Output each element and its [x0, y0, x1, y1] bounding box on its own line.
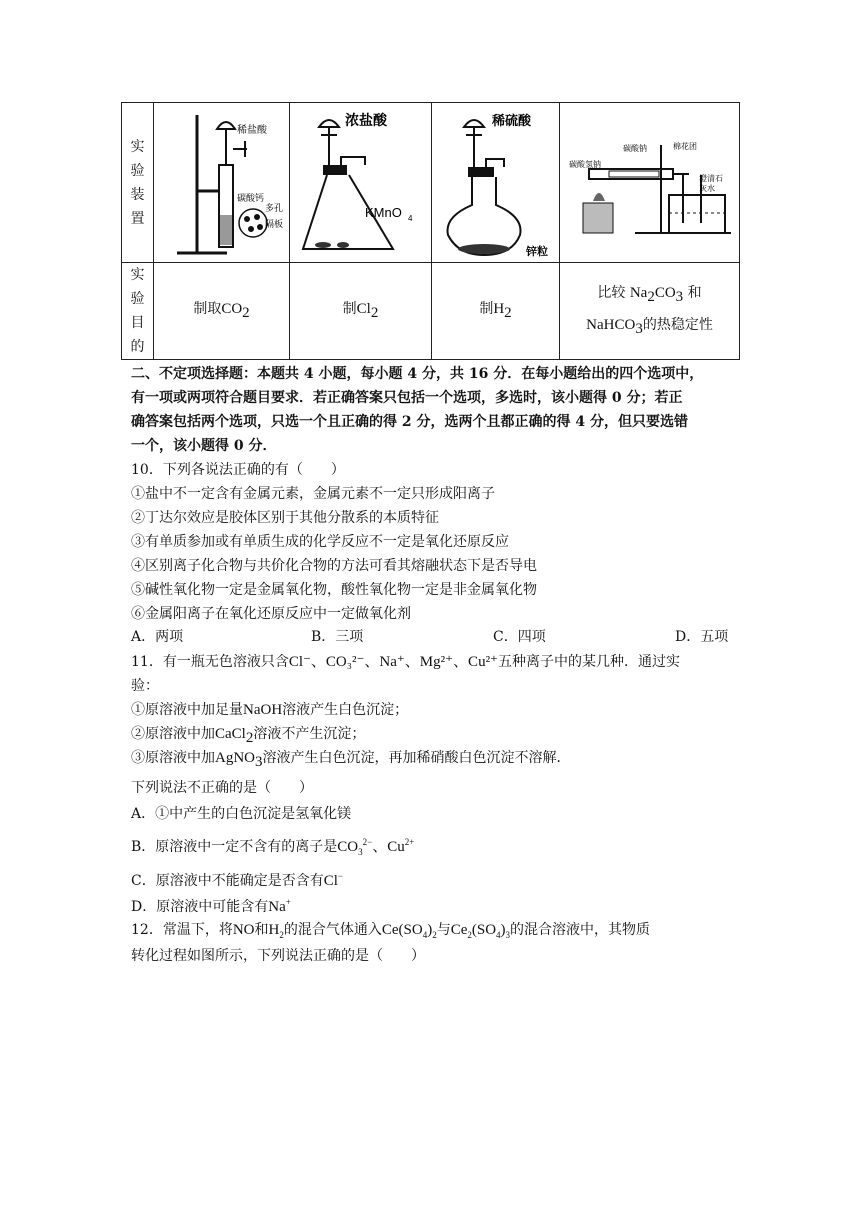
- text: 与: [436, 922, 451, 938]
- label-plate: 隔板: [264, 219, 283, 230]
- q12-stem-line1: 12．常温下，将NO和$H_2$的混合气体通入$Ce(SO_4)_2$与$Ce_2(SO_4)_3$的混合溶液中，其物质: [131, 922, 651, 940]
- header-char: 装: [130, 186, 145, 203]
- label-conc-hcl: 浓盐酸: [344, 112, 387, 129]
- q10-item: ④区别离子化合物与共价化合物的方法可看其熔融状态下是否导电: [131, 558, 537, 574]
- h2-apparatus-figure: [434, 105, 558, 261]
- q10-option-a[interactable]: A．两项: [131, 629, 184, 645]
- section2-instructions-line3: 确答案包括两个选项，只选一个且正确的得 2 分，选两个且都正确的得 4 分，但只要选错: [131, 414, 688, 430]
- q11-exp3: [131, 746, 731, 774]
- q11-option-a[interactable]: A．①中产生的白色沉淀是氢氧化镁: [131, 806, 352, 822]
- subscript: 3: [675, 289, 684, 305]
- text: 的混合气体通入: [283, 922, 382, 938]
- subscript: 2: [370, 304, 379, 321]
- goal-text: 制: [342, 301, 357, 318]
- apparatus-co2: [154, 103, 290, 263]
- section2-instructions-line4: 一个，该小题得 0 分．: [131, 438, 277, 454]
- text: 溶液不产生沉淀；: [253, 726, 366, 742]
- row-header-goal: [122, 263, 154, 360]
- q11-option-c[interactable]: C．原溶液中不能确定是否含有Cl−: [131, 871, 343, 889]
- q11-stem-line2: 验：: [131, 678, 159, 694]
- goal-text: 制: [479, 301, 494, 318]
- goal-text: 制取: [193, 301, 222, 318]
- label-limewater-1: 澄清石: [698, 173, 723, 183]
- q10-stem: 10．下列各说法正确的有（ ）: [131, 462, 345, 478]
- subscript: 3: [255, 753, 263, 770]
- apparatus-heat-stability: [560, 103, 740, 263]
- label-cotton: 棉花团: [672, 141, 697, 151]
- goal-text: 的热稳定性: [642, 317, 713, 333]
- q11-ask: 下列说法不正确的是（ ）: [131, 780, 313, 796]
- formula: H: [493, 301, 505, 318]
- text: 溶液产生白色沉淀，再加稀硝酸白色沉淀不溶解．: [262, 750, 571, 766]
- q10-item: ②丁达尔效应是胶体区别于其他分散系的本质特征: [131, 510, 439, 526]
- subscript: 2: [242, 304, 250, 321]
- header-char: 置: [130, 210, 145, 227]
- formula: Na: [629, 285, 648, 302]
- text: 的混合溶液中，其物质: [510, 922, 651, 938]
- header-char: 验: [130, 291, 145, 307]
- q11-option-b[interactable]: B．原溶液中一定不含有的离子是$CO_3^{2-}$、$Cu^{2+}$: [131, 837, 415, 857]
- label-dilute-hcl: 稀盐酸: [236, 124, 267, 136]
- text: ①原溶液中加足量: [131, 702, 243, 718]
- heat-stability-apparatus-figure: [565, 105, 735, 261]
- goal-text: 比较: [597, 285, 626, 302]
- subscript: 2: [245, 729, 254, 746]
- apparatus-h2: [432, 103, 560, 263]
- goal-h2: [432, 263, 560, 360]
- text: ②原溶液中加: [131, 726, 215, 742]
- goal-co2: [154, 263, 290, 360]
- q10-options: [131, 626, 731, 650]
- label-kmno4-sub: 4: [407, 213, 412, 223]
- header-char: 目: [130, 315, 145, 331]
- formula: NO: [232, 922, 255, 938]
- section2-instructions-line1: 二、不定项选择题：本题共 4 小题，每小题 4 分，共 16 分．在每小题给出的四个选项中，: [131, 366, 704, 382]
- q10-item: ①盐中不一定含有金属元素，金属元素不一定只形成阳离子: [131, 486, 495, 502]
- formula: CaCl: [215, 726, 246, 742]
- section2-instructions-line2: 有一项或两项符合题目要求．若正确答案只包括一个选项，多选时，该小题得 0 分；若正: [131, 390, 683, 406]
- label-nahco3: 碳酸氢钠: [568, 159, 601, 169]
- formula: NaOH: [243, 702, 283, 718]
- q11-option-d[interactable]: D．原溶液中可能含有Na+: [131, 897, 291, 915]
- text: ③原溶液中加: [131, 750, 215, 766]
- label-limewater-2: 灰水: [698, 183, 715, 193]
- header-char: 实: [130, 267, 145, 283]
- cl2-apparatus-figure: [293, 105, 429, 261]
- q11-stem-text: 五种离子中的某几种．通过实: [497, 654, 680, 670]
- text: B．原溶液中一定不含有的离子是: [131, 839, 338, 855]
- subscript: 2: [504, 304, 512, 321]
- label-zinc: 锌粒: [525, 244, 548, 258]
- label-caco3: 碳酸钙: [236, 193, 264, 204]
- text: 12．常温下，将: [131, 922, 233, 938]
- text: C．原溶液中不能确定是否含有: [131, 873, 324, 889]
- co2-apparatus-figure: [157, 105, 287, 261]
- formula: NaHCO: [586, 317, 636, 333]
- subscript: 2: [647, 289, 655, 305]
- header-char: 验: [130, 162, 145, 179]
- q11-stem-text: 11．有一瓶无色溶液只含: [131, 654, 289, 670]
- label-na2co3: 碳酸钠: [622, 143, 647, 153]
- goal-text: 和: [687, 285, 702, 302]
- apparatus-table: [121, 102, 740, 360]
- label-porous: 多孔: [264, 203, 283, 214]
- q11-exp1: [131, 698, 731, 722]
- q10-item: ③有单质参加或有单质生成的化学反应不一定是氧化还原反应: [131, 534, 509, 550]
- subscript: 3: [635, 320, 643, 337]
- q10-option-c[interactable]: C．四项: [493, 629, 546, 645]
- label-kmno4: KMnO: [364, 204, 402, 220]
- q10-item: ⑤碱性氧化物一定是金属氧化物，酸性氧化物一定是非金属氧化物: [131, 582, 537, 598]
- q10-option-d[interactable]: D．五项: [675, 629, 729, 645]
- text: 溶液产生白色沉淀；: [282, 702, 409, 718]
- formula: AgNO: [215, 750, 255, 766]
- q10-item: ⑥金属阳离子在氧化还原反应中一定做氧化剂: [131, 606, 411, 622]
- formula: Cl: [356, 301, 371, 318]
- header-char: 实: [130, 138, 145, 155]
- q11-stem-line1: [131, 650, 731, 674]
- text: D．原溶液中可能含有: [131, 899, 269, 915]
- goal-cl2: [290, 263, 432, 360]
- q11-ions: Cl⁻、CO₃²⁻、Na⁺、Mg²⁺、Cu²⁺: [288, 654, 498, 670]
- row-header-apparatus: [122, 103, 154, 263]
- apparatus-cl2: [290, 103, 432, 263]
- text: 和: [254, 922, 269, 938]
- goal-heat-stability: [560, 263, 740, 360]
- formula: CO: [654, 285, 676, 302]
- header-char: 的: [130, 339, 145, 355]
- q12-stem-line2: 转化过程如图所示，下列说法正确的是（ ）: [131, 948, 425, 964]
- formula: CO: [221, 301, 243, 318]
- q10-option-b[interactable]: B．三项: [311, 629, 364, 645]
- label-dilute-h2so4: 稀硫酸: [491, 113, 531, 129]
